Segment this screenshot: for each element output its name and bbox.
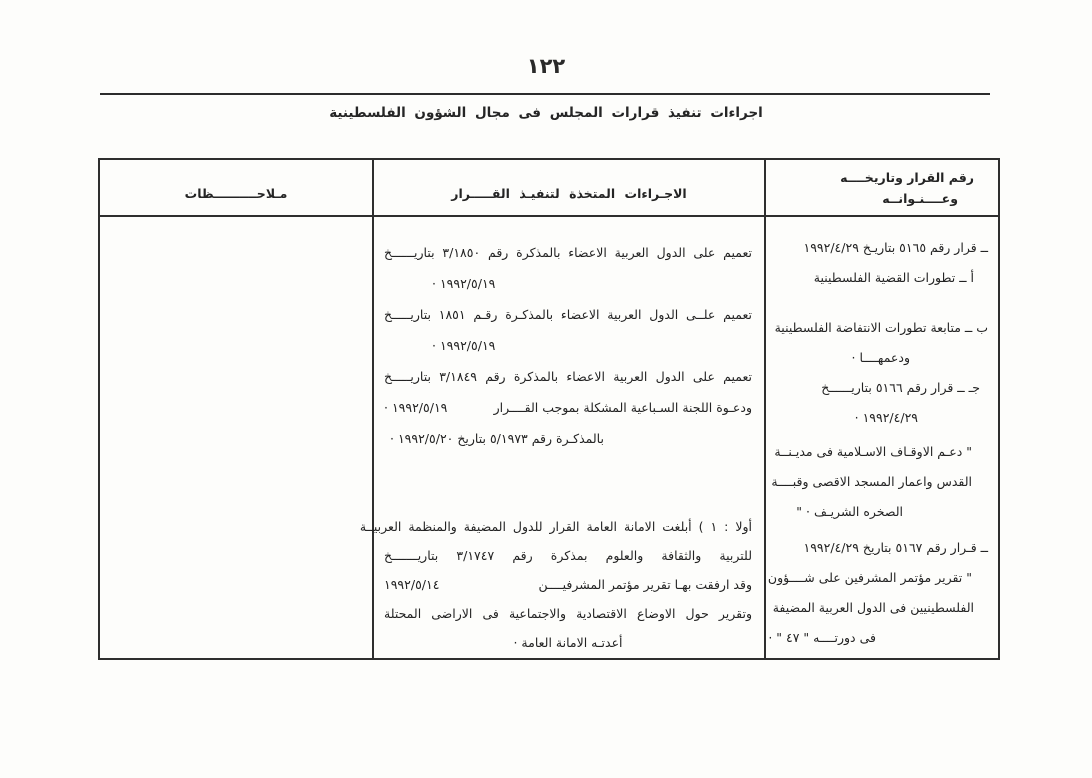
procedure-paragraph-4-line2: للتربية والثقافة والعلوم بمذكرة رقم ٣/١٧٤٧ بتاريـــــــخ xyxy=(384,548,752,563)
procedure-memo-line: بالمذكـرة رقم ٥/١٩٧٣ بتاريخ ١٩٩٢/٥/٢٠ · xyxy=(390,431,604,446)
decision-topic-c: جـ ــ قرار رقم ٥١٦٦ بتاريــــــخ xyxy=(821,380,980,395)
procedure-date: ١٩٩٢/٥/١٩ · xyxy=(384,400,448,415)
header-procedures-column: الاجـراءات المتخذة لتنفيـذ القـــــرار xyxy=(372,160,764,217)
procedure-paragraph-4-line4: وتقرير حول الاوضاع الاقتصادية والاجتماعية فى الاراضى المحتلة xyxy=(384,606,752,621)
header-rule xyxy=(100,93,990,95)
decision-quote-line: " تقرير مؤتمر المشرفين على شــــؤون xyxy=(767,570,972,585)
procedure-date: ١٩٩٢/٥/١٩ · xyxy=(432,338,496,353)
procedure-paragraph-1: تعميم على الدول العربية الاعضاء بالمذكرة رقم ٣/١٨٥٠ بتاريــــــخ xyxy=(384,245,752,260)
notes-cell xyxy=(100,217,372,658)
procedure-date: ١٩٩٢/٥/١٩ · xyxy=(432,276,496,291)
decision-quote-line: الصخره الشريـف · " xyxy=(796,504,903,519)
procedure-wrap-line xyxy=(384,570,752,599)
procedure-paragraph-3: تعميم على الدول العربية الاعضاء بالمذكرة رقم ٣/١٨٤٩ بتاريـــــخ xyxy=(384,369,752,384)
decision-topic-b: ب ــ متابعة تطورات الانتفاضة الفلسطينية xyxy=(774,320,988,335)
page-number: ١٢٢ xyxy=(526,54,566,78)
procedure-wrap-line xyxy=(384,392,752,423)
procedure-paragraph-2: تعميم علــى الدول العربية الاعضاء بالمذكـرة رقـم ١٨٥١ بتاريـــــخ xyxy=(384,307,752,322)
procedure-date: ١٩٩٢/٥/١٤ xyxy=(384,577,440,592)
decision-topic-c-date: ١٩٩٢/٤/٢٩ · xyxy=(854,410,918,425)
procedure-continuation: وقد ارفقت بهـا تقرير مؤتمر المشرفيــــن xyxy=(538,577,752,592)
decision-topic-b-cont: ودعمهــــا · xyxy=(851,350,910,365)
decision-cell xyxy=(764,217,998,658)
decision-line: ــ قرار رقم ٥١٦٥ بتاريـخ ١٩٩٢/٤/٢٩ xyxy=(803,240,988,255)
document-title: اجراءات تنفيذ قرارات المجلس فى مجال الشؤون الفلسطينية xyxy=(329,105,763,121)
decision-line: ــ قـرار رقم ٥١٦٧ بتاريخ ١٩٩٢/٤/٢٩ xyxy=(803,540,988,555)
decision-quote-line: القدس واعمار المسجد الاقصى وقبــــة xyxy=(771,474,972,489)
decision-quote-line: الفلسطينيين فى الدول العربية المضيفة xyxy=(772,600,974,615)
decision-quote-line: " دعـم الاوقـاف الاسـلامية فى مديـنــة xyxy=(774,444,972,459)
header-decision-line2: وعــــنـوانــه xyxy=(882,191,958,206)
decision-quote-line: فى دورتــــه " ٤٧ " · xyxy=(768,630,876,645)
procedure-paragraph-4: أولا : ١ ) أبلغت الامانة العامة القرار للدول المضيفة والمنظمة العربيــة xyxy=(359,519,752,534)
procedures-cell xyxy=(359,217,764,658)
decisions-table xyxy=(98,158,1000,660)
header-decision-column xyxy=(764,160,998,217)
procedure-continuation: ودعـوة اللجنة السـباعية المشكلة بموجب القــــرار xyxy=(493,400,752,415)
procedure-paragraph-4-line5: أعدتـه الامانة العامة · xyxy=(513,635,623,650)
header-notes-column: مـلاحــــــــــظات xyxy=(100,160,372,217)
header-decision-line1: رقم القرار وتاريخــــه xyxy=(840,170,974,185)
decision-topic-a: أ ــ تطورات القضية الفلسطينية xyxy=(813,270,974,285)
